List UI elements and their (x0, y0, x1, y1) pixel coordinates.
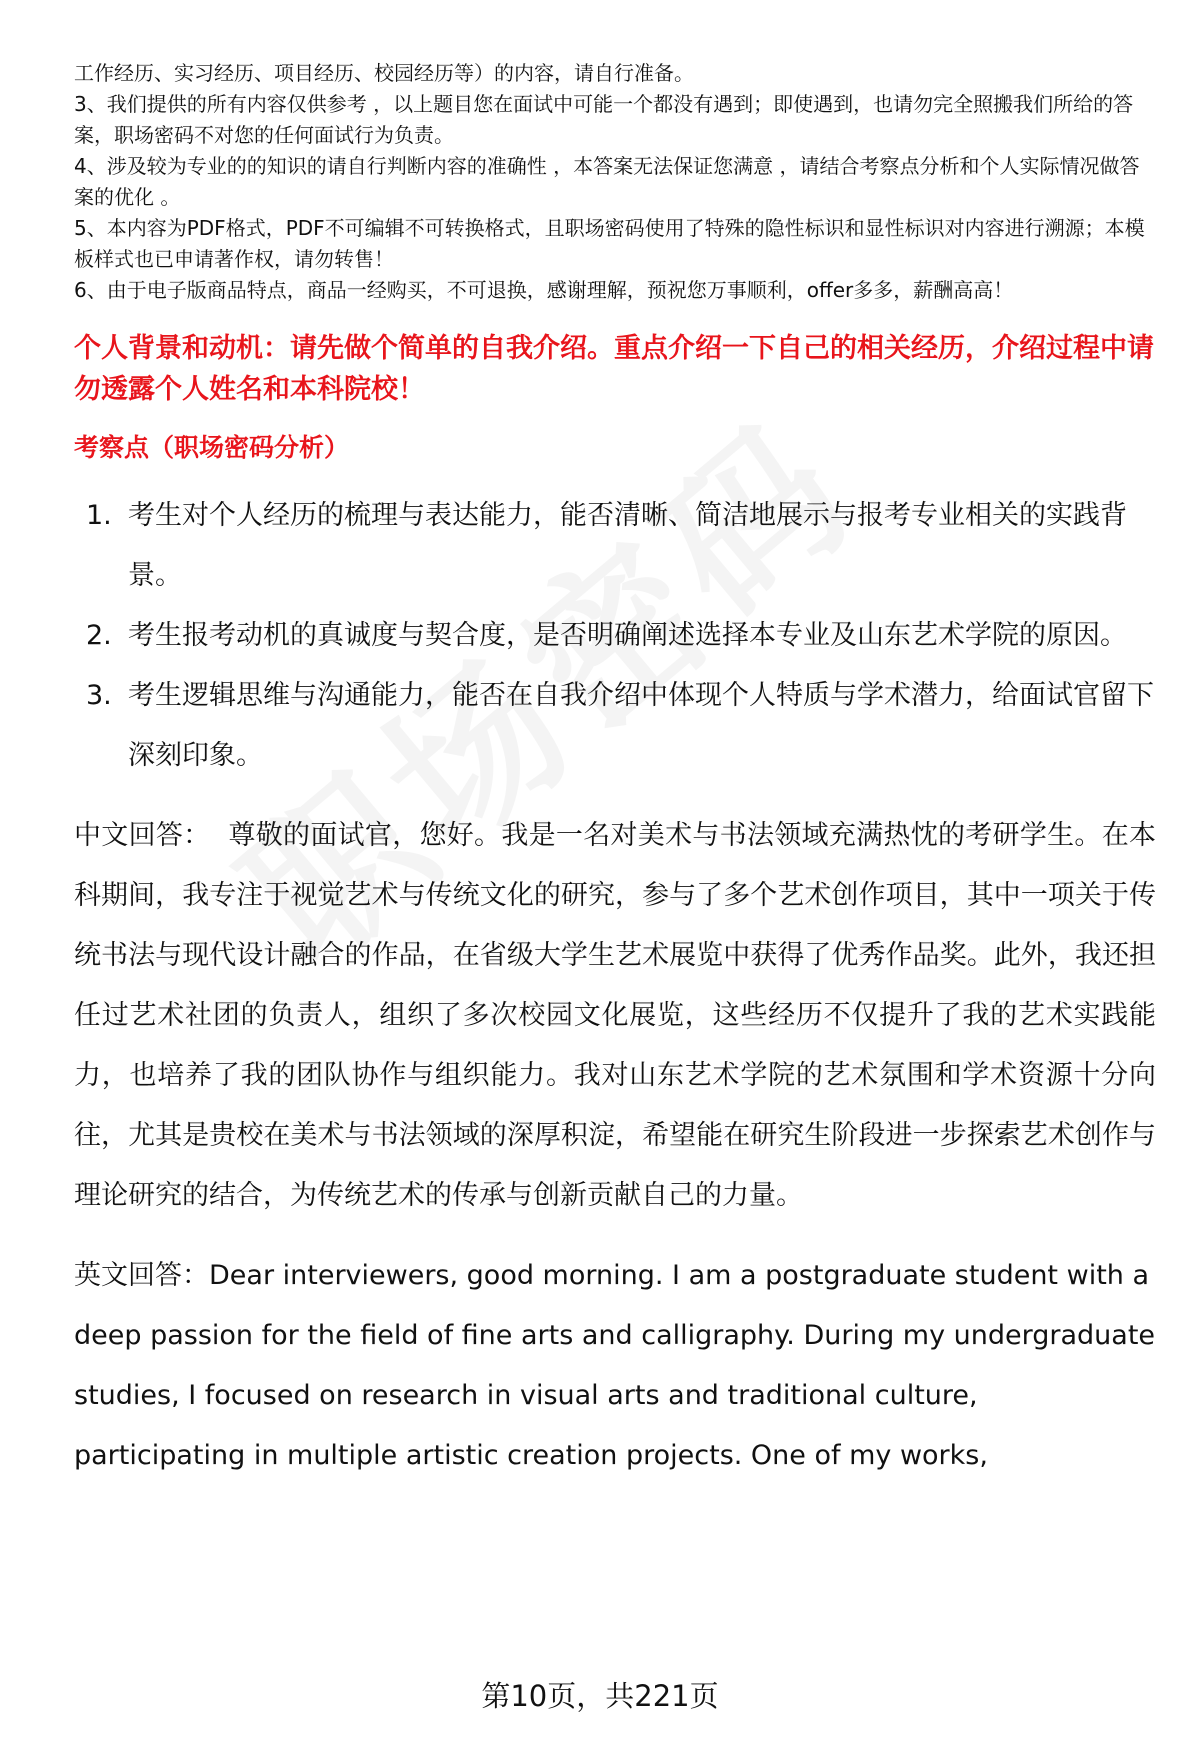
point-number: 2. (86, 620, 112, 651)
point-number: 3. (86, 680, 112, 711)
analysis-point (74, 486, 1156, 606)
analysis-point (74, 666, 1156, 786)
english-answer-text: Dear interviewers, good morning. I am a postgraduate student with a deep passion for the field of fine arts and calligraphy. During my undergraduate studies, I focused on research in visual arts and traditional culture, participating in multiple artistic creation projects. One of my works, (74, 1260, 1156, 1471)
analysis-point (74, 606, 1156, 666)
page-number: 第10页，共221页 (481, 1679, 719, 1713)
point-text: 考生对个人经历的梳理与表达能力，能否清晰、简洁地展示与报考专业相关的实践背景。 (128, 500, 1127, 591)
point-text: 考生报考动机的真诚度与契合度，是否明确阐述选择本专业及山东艺术学院的原因。 (128, 620, 1127, 651)
notice-item: 3、我们提供的所有内容仅供参考 ，以上题目您在面试中可能一个都没有遇到；即使遇到，也请勿完全照搬我们所给的答案，职场密码不对您的任何面试行为负责。 (74, 92, 1134, 147)
chinese-answer (74, 806, 1156, 1226)
page-content (74, 58, 1156, 1486)
notice-item: 工作经历、实习经历、项目经历、校园经历等）的内容，请自行准备。 (74, 61, 694, 85)
interview-question: 个人背景和动机：请先做个简单的自我介绍。重点介绍一下自己的相关经历，介绍过程中请勿透露个人姓名和本科院校！ (74, 333, 1154, 405)
point-text: 考生逻辑思维与沟通能力，能否在自我介绍中体现个人特质与学术潜力，给面试官留下深刻印象。 (128, 680, 1154, 771)
notice-item: 4、涉及较为专业的的知识的请自行判断内容的准确性 ，本答案无法保证您满意 ，请结合考察点分析和个人实际情况做答案的优化 。 (74, 154, 1140, 209)
english-answer (74, 1246, 1156, 1486)
point-number: 1. (86, 500, 112, 531)
notice-item: 5、本内容为PDF格式，PDF不可编辑不可转换格式，且职场密码使用了特殊的隐性标识和显性标识对内容进行溯源；本模板样式也已申请著作权，请勿转售！ (74, 216, 1145, 271)
analysis-heading: 考察点（职场密码分析） (74, 433, 350, 462)
analysis-points (74, 486, 1156, 786)
chinese-answer-label: 中文回答： (74, 820, 211, 851)
notice-list (74, 58, 1156, 306)
chinese-answer-text: 尊敬的面试官，您好。我是一名对美术与书法领域充满热忱的考研学生。在本科期间，我专注于视觉艺术与传统文化的研究，参与了多个艺术创作项目，其中一项关于传统书法与现代设计融合的作品，在省级大学生艺术展览中获得了优秀作品奖。此外，我还担任过艺术社团的负责人，组织了多次校园文化展览，这些经历不仅提升了我的艺术实践能力，也培养了我的团队协作与组织能力。我对山东艺术学院的艺术氛围和学术资源十分向往，尤其是贵校在美术与书法领域的深厚积淀，希望能在研究生阶段进一步探索艺术创作与理论研究的结合，为传统艺术的传承与创新贡献自己的力量。 (74, 820, 1157, 1211)
english-answer-label: 英文回答： (74, 1260, 209, 1291)
notice-item: 6、由于电子版商品特点，商品一经购买，不可退换，感谢理解，预祝您万事顺利，offer多多，薪酬高高！ (74, 278, 1014, 302)
